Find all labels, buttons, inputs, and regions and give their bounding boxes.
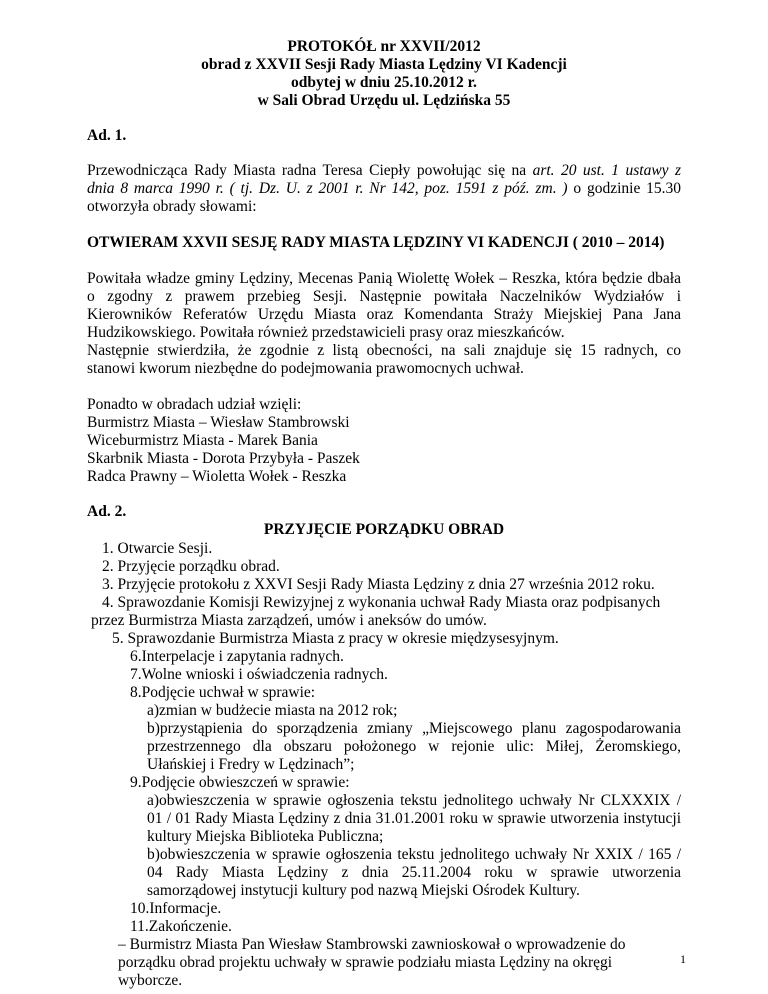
participant: Radca Prawny – Wioletta Wołek - Reszka — [87, 468, 347, 485]
participant: Burmistrz Miasta – Wiesław Stambrowski — [87, 414, 350, 431]
agenda-note: wyborcze. — [118, 972, 183, 989]
ad1-p2-line-2: o zgodny z prawem przebieg Sesji. Następnie powitała Naczelników Wydziałów i — [87, 288, 681, 305]
page-number: 1 — [680, 952, 686, 966]
agenda-note: – Burmistrz Miasta Pan Wiesław Stambrowski zawnioskował o wprowadzenie do — [118, 936, 626, 953]
participants-intro: Ponadto w obradach udział wzięli: — [87, 396, 302, 413]
agenda-subitem: b)obwieszczenia w sprawie ogłoszenia tekstu jednolitego uchwały Nr XXIX / 165 / — [147, 846, 681, 863]
ad1-p2-line-6: stanowi kworum niezbędne do podejmowania prawomocnych uchwał. — [87, 360, 524, 377]
agenda-item: 8.Podjęcie uchwał w sprawie: — [130, 684, 316, 701]
agenda-title: PRZYJĘCIE PORZĄDKU OBRAD — [263, 521, 505, 538]
participant: Wiceburmistrz Miasta - Marek Bania — [87, 432, 318, 449]
agenda-subitem: samorządowej instytucji kultury pod nazwą Miejski Ośrodek Kultury. — [147, 882, 580, 899]
title-line-1: PROTOKÓŁ nr XXVII/2012 — [287, 38, 481, 55]
title-line-4: w Sali Obrad Urzędu ul. Lędzińska 55 — [257, 92, 511, 109]
agenda-subitem: przestrzennego dla obszaru położonego w rejonie ulic: Miłej, Żeromskiego, — [147, 738, 681, 755]
title-line-2: obrad z XXVII Sesji Rady Miasta Lędziny VI Kadencji — [201, 56, 567, 73]
ad1-heading: Ad. 1. — [87, 127, 127, 144]
agenda-subitem: a)obwieszczenia w sprawie ogłoszenia tekstu jednolitego uchwały Nr CLXXXIX / — [147, 792, 681, 809]
agenda-item: 10.Informacje. — [130, 900, 222, 917]
agenda-subitem: b)przystąpienia do sporządzenia zmiany „Miejscowego planu zagospodarowania — [147, 720, 681, 737]
agenda-subitem: a)zmian w budżecie miasta na 2012 rok; — [147, 702, 398, 719]
agenda-item: 9.Podjęcie obwieszczeń w sprawie: — [130, 774, 350, 791]
ad1-p2-line-3: Kierowników Referatów Urzędu Miasta oraz Komendanta Straży Miejskiej Pana Jana — [87, 306, 681, 323]
agenda-subitem: Ułańskiej i Fredry w Lędzinach”; — [147, 756, 355, 773]
participant: Skarbnik Miasta - Dorota Przybyła - Paszek — [87, 450, 360, 467]
agenda-subitem: 01 / 01 Rady Miasta Lędziny z dnia 31.01.2001 roku w sprawie utworzenia instytucji — [147, 810, 681, 827]
ad1-paragraph-line-3: otworzyła obrady słowami: — [87, 198, 257, 215]
ad1-p2-line-5: Następnie stwierdziła, że zgodnie z listą obecności, na sali znajduje się 15 radnych, co — [87, 342, 681, 359]
agenda-item: 5. Sprawozdanie Burmistrza Miasta z pracy w okresie międzysesyjnym. — [112, 630, 559, 647]
title-line-3: odbytej w dniu 25.10.2012 r. — [291, 74, 477, 91]
agenda-item: 1. Otwarcie Sesji. — [102, 540, 213, 557]
agenda-item: 3. Przyjęcie protokołu z XXVI Sesji Rady Miasta Lędziny z dnia 27 września 2012 roku. — [102, 576, 655, 593]
agenda-note: porządku obrad projektu uchwały w sprawie podziału miasta Lędziny na okręgi — [118, 954, 613, 971]
agenda-item: 11.Zakończenie. — [130, 918, 232, 935]
ad1-paragraph-line-1: Przewodnicząca Rady Miasta radna Teresa Ciepły powołując się na art. 20 ust. 1 ustawy z — [87, 162, 681, 179]
ad2-heading: Ad. 2. — [87, 503, 127, 520]
agenda-item: 2. Przyjęcie porządku obrad. — [102, 558, 280, 575]
ad1-paragraph-line-2: dnia 8 marca 1990 r. ( tj. Dz. U. z 2001 r. Nr 142, poz. 1591 z póź. zm. ) o godzinie 15.30 — [87, 180, 682, 197]
ad1-p2-line-4: Hudzikowskiego. Powitała również przedstawicieli prasy oraz mieszkańców. — [87, 324, 565, 341]
agenda-subitem: 04 Rady Miasta Lędziny z dnia 25.11.2004 roku w sprawie utworzenia — [147, 864, 681, 881]
agenda-subitem: kultury Miejska Biblioteka Publiczna; — [147, 828, 384, 845]
session-announcement: OTWIERAM XXVII SESJĘ RADY MIASTA LĘDZINY VI KADENCJI ( 2010 – 2014) — [87, 234, 665, 251]
ad1-p2-line-1: Powitała władze gminy Lędziny, Mecenas Panią Wiolettę Wołek – Reszka, która będzie dbała — [87, 270, 681, 287]
agenda-item: 4. Sprawozdanie Komisji Rewizyjnej z wykonania uchwał Rady Miasta oraz podpisanych — [102, 594, 661, 611]
agenda-item: 7.Wolne wnioski i oświadczenia radnych. — [130, 666, 388, 683]
agenda-item: 6.Interpelacje i zapytania radnych. — [130, 648, 344, 665]
agenda-item: przez Burmistrza Miasta zarządzeń, umów i aneksów do umów. — [91, 612, 487, 629]
